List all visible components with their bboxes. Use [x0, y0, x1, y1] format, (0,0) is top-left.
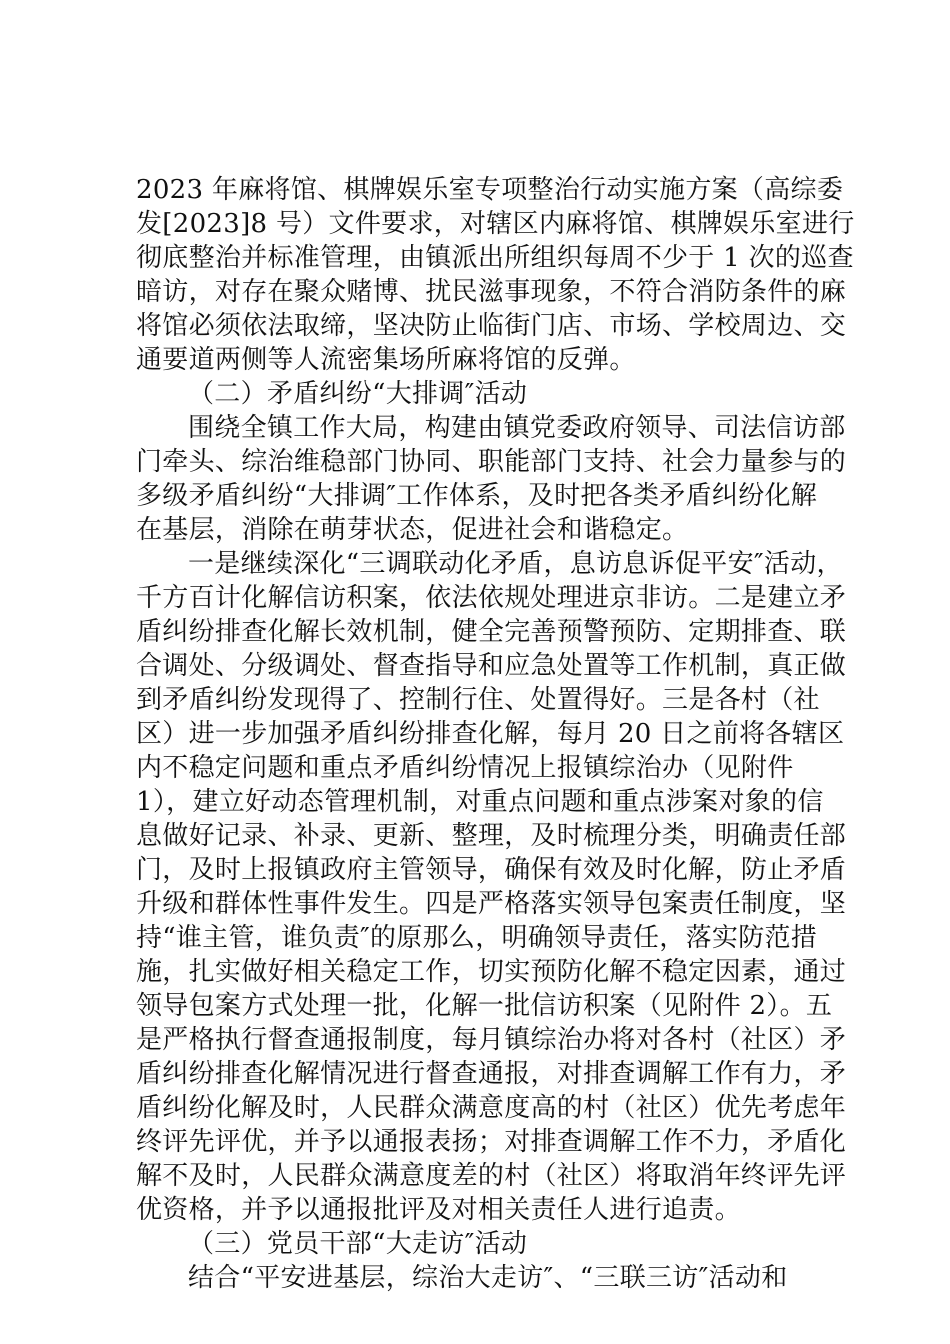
- text-line: 多级矛盾纠纷“大排调″工作体系，及时把各类矛盾纠纷化解: [136, 481, 818, 511]
- text-line: 发[2023]8 号）文件要求，对辖区内麻将馆、棋牌娱乐室进行: [136, 209, 855, 239]
- text-line: 合调处、分级调处、督查指导和应急处置等工作机制，真正做: [136, 651, 847, 681]
- text-line: 息做好记录、补录、更新、整理，及时梳理分类，明确责任部: [136, 821, 847, 851]
- text-line: 领导包案方式处理一批，化解一批信访积案（见附件 2）。五: [136, 991, 833, 1021]
- text-line: 通要道两侧等人流密集场所麻将馆的反弹。: [136, 345, 636, 375]
- text-line: 彻底整治并标准管理，由镇派出所组织每周不少于 1 次的巡查: [136, 243, 854, 273]
- paragraph-start: 一是继续深化“三调联动化矛盾，息访息诉促平安″活动，: [188, 549, 843, 579]
- text-line: 终评先评优，并予以通报表扬；对排查调解工作不力，矛盾化: [136, 1127, 847, 1157]
- text-line: 是严格执行督查通报制度，每月镇综治办将对各村（社区）矛: [136, 1025, 847, 1055]
- text-line: 到矛盾纠纷发现得了、控制行住、处置得好。三是各村（社: [136, 685, 820, 715]
- paragraph-start: 结合“平安进基层，综治大走访″、“三联三访″活动和: [188, 1263, 788, 1293]
- text-line: 盾纠纷排查化解长效机制，健全完善预警预防、定期排查、联: [136, 617, 847, 647]
- text-line: 将馆必须依法取缔，坚决防止临街门店、市场、学校周边、交: [136, 311, 847, 341]
- text-line: 升级和群体性事件发生。四是严格落实领导包案责任制度，坚: [136, 889, 847, 919]
- text-line: 门，及时上报镇政府主管领导，确保有效及时化解，防止矛盾: [136, 855, 847, 885]
- text-line: 千方百计化解信访积案，依法依规处理进京非访。二是建立矛: [136, 583, 847, 613]
- text-line: 施，扎实做好相关稳定工作，切实预防化解不稳定因素，通过: [136, 957, 847, 987]
- text-line: 内不稳定问题和重点矛盾纠纷情况上报镇综治办（见附件: [136, 753, 794, 783]
- text-line: 解不及时，人民群众满意度差的村（社区）将取消年终评先评: [136, 1161, 847, 1191]
- text-line: 优资格，并予以通报批评及对相关责任人进行追责。: [136, 1195, 741, 1225]
- paragraph-start: 围绕全镇工作大局，构建由镇党委政府领导、司法信访部: [188, 413, 846, 443]
- text-line: 门牵头、综治维稳部门协同、职能部门支持、社会力量参与的: [136, 447, 847, 477]
- section-heading: （二）矛盾纠纷“大排调″活动: [188, 379, 528, 409]
- text-line: 2023 年麻将馆、棋牌娱乐室专项整治行动实施方案（高综委: [136, 175, 844, 205]
- text-line: 区）进一步加强矛盾纠纷排查化解，每月 20 日之前将各辖区: [136, 719, 845, 749]
- text-line: 在基层，消除在萌芽状态，促进社会和谐稳定。: [136, 515, 689, 545]
- text-line: 暗访，对存在聚众赌博、扰民滋事现象，不符合消防条件的麻: [136, 277, 847, 307]
- text-line: 盾纠纷排查化解情况进行督查通报，对排查调解工作有力，矛: [136, 1059, 847, 1089]
- section-heading: （三）党员干部“大走访″活动: [188, 1229, 528, 1259]
- text-line: 持“谁主管，谁负责″的原那么，明确领导责任，落实防范措: [136, 923, 818, 953]
- text-line: 1），建立好动态管理机制，对重点问题和重点涉案对象的信: [136, 787, 824, 817]
- text-line: 盾纠纷化解及时，人民群众满意度高的村（社区）优先考虑年: [136, 1093, 847, 1123]
